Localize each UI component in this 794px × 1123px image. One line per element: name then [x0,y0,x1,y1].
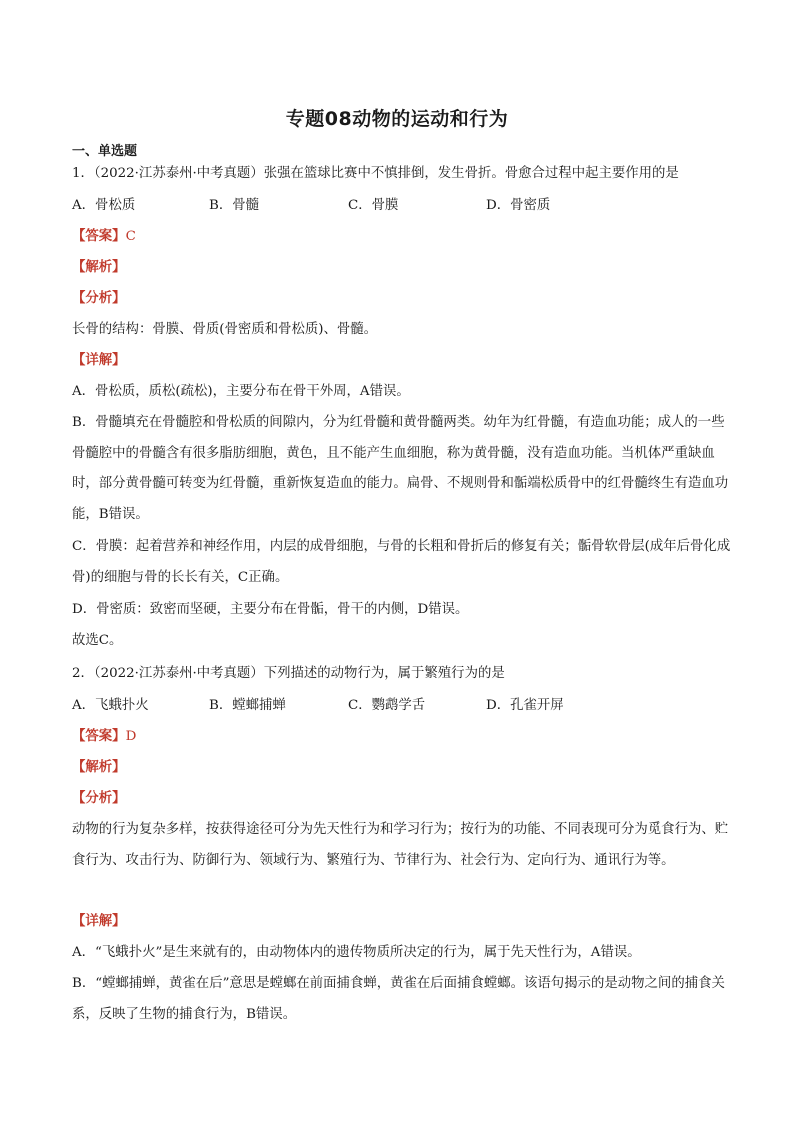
q1-fenxi-tag: 【分析】 [72,291,126,306]
q1-option-a: A．骨松质 [72,198,136,213]
q2-option-c: C．鹦鹉学舌 [348,698,426,713]
q2-option-d: D．孔雀开屏 [486,698,564,713]
q2-fenxi-text: 动物的行为复杂多样，按获得途径可分为先天性行为和学习行为；按行为的功能、不同表现可分为觅食行为、贮食行为、攻击行为、防御行为、领域行为、繁殖行为、节律行为、社会行为、定向行为、通讯行为等。 [72,822,729,868]
q1-detail-tag: 【详解】 [72,353,126,368]
q1-analysis-tag: 【解析】 [72,260,126,275]
q2-option-a: A．飞蛾扑火 [72,698,149,713]
q1-detail-d: D．骨密质：致密而坚硬，主要分布在骨骺，骨干的内侧，D错误。 [72,602,469,617]
q1-answer [72,227,732,247]
q2-option-b: B．螳螂捕蝉 [209,698,286,713]
answer-value: D [125,729,137,744]
answer-value: C [125,229,136,244]
q2-answer [72,727,732,747]
q1-fenxi-text: 长骨的结构：骨膜、骨质(骨密质和骨松质)、骨髓。 [72,322,378,337]
q1-detail-b: B．骨髓填充在骨髓腔和骨松质的间隙内，分为红骨髓和黄骨髓两类。幼年为红骨髓，有造血功能；成人的一些骨髓腔中的骨髓含有很多脂肪细胞，黄色，且不能产生血细胞，称为黄骨髓，没有造血功能。当机体严重缺血时，部分黄骨髓可转变为红骨髓，重新恢复造血的能力。扁骨、不规则骨和骺端松质骨中的红骨髓终生有造血功能，B错误。 [72,415,729,522]
q1-conclusion: 故选C。 [72,633,123,648]
q1-option-c: C．骨膜 [348,198,399,213]
section-heading: 一、单选题 [72,144,138,159]
q1-stem: 1．（2022·江苏泰州·中考真题）张强在篮球比赛中不慎排倒，发生骨折。骨愈合过程中起主要作用的是 [72,166,679,181]
q1-detail-c: C．骨膜：起着营养和神经作用，内层的成骨细胞，与骨的长粗和骨折后的修复有关；骺骨软骨层(成年后骨化成骨)的细胞与骨的长长有关，C正确。 [72,539,731,585]
page-title: 专题08动物的运动和行为 [285,108,509,130]
q1-detail-a: A．骨松质，质松(疏松)，主要分布在骨干外周，A错误。 [72,384,410,399]
answer-tag: 【答案】 [72,229,126,244]
q2-fenxi-tag: 【分析】 [72,791,126,806]
q2-detail-tag: 【详解】 [72,914,126,929]
answer-tag: 【答案】 [72,729,126,744]
q2-detail-a: A．“飞蛾扑火”是生来就有的，由动物体内的遗传物质所决定的行为，属于先天性行为，A错误。 [72,945,641,960]
q1-option-b: B．骨髓 [209,198,260,213]
q2-analysis-tag: 【解析】 [72,760,126,775]
q2-detail-b: B．“螳螂捕蝉，黄雀在后”意思是螳螂在前面捕食蝉，黄雀在后面捕食螳螂。该语句揭示的是动物之间的捕食关系，反映了生物的捕食行为，B错误。 [72,976,725,1022]
q2-stem: 2．（2022·江苏泰州·中考真题）下列描述的动物行为，属于繁殖行为的是 [72,666,505,681]
q1-option-d: D．骨密质 [486,198,551,213]
